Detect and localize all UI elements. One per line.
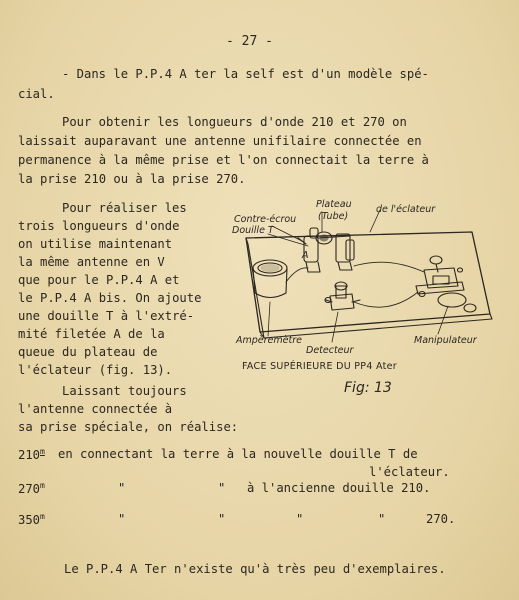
- label-douille-t: Douille T: [232, 225, 274, 236]
- paragraph-3-line-2: trois longueurs d'onde: [18, 219, 180, 233]
- row-270-ditto-2: ": [218, 481, 226, 495]
- paragraph-3-line-5: que pour le P.P.4 A et: [18, 273, 180, 287]
- paragraph-2-line-1: Pour obtenir les longueurs d'onde 210 et 270 on: [62, 115, 407, 129]
- wavelength-unit: m: [40, 481, 45, 490]
- paragraph-3-line-7: une douille T à l'extré-: [18, 309, 195, 323]
- row-210-wavelength: [18, 448, 45, 461]
- manipulator-drawing: [416, 256, 476, 312]
- paragraph-3-line-10: l'éclateur (fig. 13).: [18, 363, 173, 377]
- wavelength-value: 210: [18, 448, 41, 463]
- paragraph-2-line-4: la prise 210 ou à la prise 270.: [18, 172, 246, 186]
- label-contre-ecrou: Contre-écrou: [234, 214, 297, 225]
- paragraph-1-line-2: cial.: [18, 87, 55, 101]
- label-tube: (Tube): [318, 211, 349, 222]
- row-350-ditto-1: ": [118, 512, 126, 526]
- row-270-ditto-1: ": [118, 481, 126, 495]
- wavelength-value: 350: [18, 513, 41, 528]
- row-350-wavelength: [18, 513, 45, 526]
- wavelength-unit: m: [40, 447, 45, 456]
- paragraph-3-line-6: le P.P.4 A bis. On ajoute: [18, 291, 202, 305]
- wavelength-value: 270: [18, 482, 41, 497]
- row-350-ditto-4: ": [378, 512, 386, 526]
- paragraph-3-line-3: on utilise maintenant: [18, 237, 173, 251]
- detector-drawing: [325, 282, 360, 310]
- row-270-wavelength: [18, 482, 45, 495]
- label-a: A: [302, 250, 309, 261]
- label-detecteur: Detecteur: [306, 345, 354, 356]
- paragraph-2-line-2: laissait auparavant une antenne unifilaire connectée en: [18, 134, 422, 148]
- paragraph-1-line-1: - Dans le P.P.4 A ter la self est d'un modèle spé-: [62, 67, 429, 81]
- paragraph-3-line-1: Pour réaliser les: [62, 201, 187, 215]
- paragraph-4-line-1: Laissant toujours: [62, 384, 187, 398]
- paragraph-4-line-3: sa prise spéciale, on réalise:: [18, 420, 239, 434]
- row-350-ditto-3: ": [296, 512, 304, 526]
- figure-13: [228, 196, 508, 401]
- figure-caption: FACE SUPÉRIEURE DU PP4 Ater: [242, 361, 397, 372]
- row-210-text: en connectant la terre à la nouvelle douille T de: [58, 447, 418, 461]
- label-eclateur: de l'éclateur: [376, 204, 436, 215]
- label-amperemetre: Ampèremètre: [236, 335, 302, 346]
- figure-number: Fig: 13: [344, 380, 392, 396]
- board-top: [246, 232, 490, 332]
- label-plateau: Plateau: [316, 199, 352, 210]
- footer-note: Le P.P.4 A Ter n'existe qu'à très peu d'exemplaires.: [64, 562, 446, 576]
- ammeter-drawing: [253, 260, 287, 298]
- row-210-continuation: l'éclateur.: [369, 465, 450, 479]
- label-manipulateur: Manipulateur: [414, 335, 477, 346]
- paragraph-3-line-9: queue du plateau de: [18, 345, 158, 359]
- paragraph-4-line-2: l'antenne connectée à: [18, 402, 173, 416]
- paragraph-3-line-8: mité filetée A de la: [18, 327, 165, 341]
- row-350-ditto-2: ": [218, 512, 226, 526]
- page-number: - 27 -: [226, 34, 273, 49]
- row-350-end: 270.: [426, 512, 456, 526]
- row-270-text: à l'ancienne douille 210.: [247, 481, 431, 495]
- wavelength-unit: m: [40, 512, 45, 521]
- paragraph-2-line-3: permanence à la même prise et l'on connectait la terre à: [18, 153, 429, 167]
- paragraph-3-line-4: la même antenne en V: [18, 255, 165, 269]
